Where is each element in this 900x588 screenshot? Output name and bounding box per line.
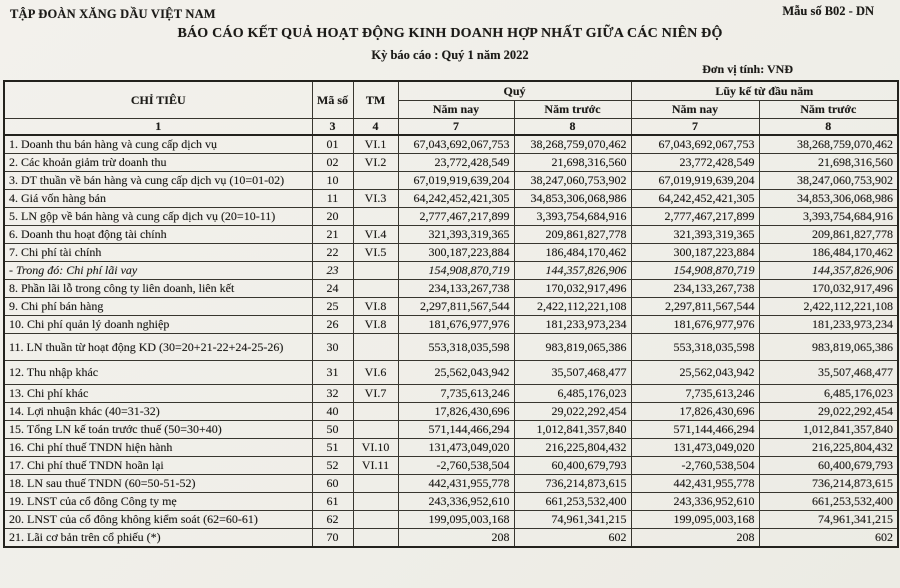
row-code: 32	[312, 385, 353, 403]
row-label: 9. Chi phí bán hàng	[4, 298, 312, 316]
row-code: 01	[312, 135, 353, 154]
row-code: 23	[312, 262, 353, 280]
table-row	[4, 262, 898, 280]
row-label: 7. Chi phí tài chính	[4, 244, 312, 262]
currency-unit-label: Đơn vị tính: VNĐ	[702, 62, 793, 76]
cell-ytd-prior: 29,022,292,454	[759, 403, 898, 421]
report-title: BÁO CÁO KẾT QUẢ HOẠT ĐỘNG KINH DOANH HỢP NHẤT GIỮA CÁC NIÊN ĐỘ	[177, 26, 723, 41]
row-label: 8. Phần lãi lỗ trong công ty liên doanh, liên kết	[4, 280, 312, 298]
cell-quarter-prior: 6,485,176,023	[514, 385, 631, 403]
row-note-ref	[353, 280, 398, 298]
row-note-ref: VI.7	[353, 385, 398, 403]
row-note-ref	[353, 208, 398, 226]
cell-quarter-current: 199,095,003,168	[398, 511, 514, 529]
row-note-ref: VI.1	[353, 135, 398, 154]
cell-ytd-prior: 21,698,316,560	[759, 154, 898, 172]
cell-quarter-prior: 216,225,804,432	[514, 439, 631, 457]
row-code: 51	[312, 439, 353, 457]
form-number: Mẫu số B02 - DN	[782, 4, 874, 18]
cell-ytd-current: 442,431,955,778	[631, 475, 759, 493]
cell-quarter-current: 154,908,870,719	[398, 262, 514, 280]
cell-ytd-current: 17,826,430,696	[631, 403, 759, 421]
income-statement-table	[3, 80, 899, 548]
col-number: 8	[514, 119, 631, 136]
row-code: 24	[312, 280, 353, 298]
cell-ytd-current: 199,095,003,168	[631, 511, 759, 529]
cell-quarter-prior: 1,012,841,357,840	[514, 421, 631, 439]
cell-ytd-prior: 144,357,826,906	[759, 262, 898, 280]
row-code: 22	[312, 244, 353, 262]
header-ytd-group: Lũy kế từ đầu năm	[631, 81, 898, 101]
cell-quarter-current: 2,777,467,217,899	[398, 208, 514, 226]
col-number: 1	[4, 119, 312, 136]
header-quarter-prior: Năm trước	[514, 101, 631, 119]
cell-quarter-current: 64,242,452,421,305	[398, 190, 514, 208]
row-note-ref: VI.2	[353, 154, 398, 172]
row-label: - Trong đó: Chi phí lãi vay	[4, 262, 312, 280]
table-row	[4, 403, 898, 421]
table-row	[4, 439, 898, 457]
row-code: 10	[312, 172, 353, 190]
row-note-ref	[353, 421, 398, 439]
table-row	[4, 190, 898, 208]
cell-ytd-current: 208	[631, 529, 759, 548]
table-row	[4, 334, 898, 361]
table-row	[4, 316, 898, 334]
col-number: 4	[353, 119, 398, 136]
cell-ytd-prior: 983,819,065,386	[759, 334, 898, 361]
cell-ytd-current: 2,297,811,567,544	[631, 298, 759, 316]
cell-ytd-current: 154,908,870,719	[631, 262, 759, 280]
row-label: 6. Doanh thu hoạt động tài chính	[4, 226, 312, 244]
header-ytd-prior: Năm trước	[759, 101, 898, 119]
cell-ytd-prior: 38,268,759,070,462	[759, 135, 898, 154]
row-label: 20. LNST của cổ đông không kiểm soát (62=60-61)	[4, 511, 312, 529]
cell-quarter-prior: 983,819,065,386	[514, 334, 631, 361]
col-number: 7	[398, 119, 514, 136]
row-code: 26	[312, 316, 353, 334]
cell-quarter-current: -2,760,538,504	[398, 457, 514, 475]
row-label: 12. Thu nhập khác	[4, 361, 312, 385]
cell-quarter-current: 571,144,466,294	[398, 421, 514, 439]
header-ma-so: Mã số	[312, 81, 353, 119]
header-tm: TM	[353, 81, 398, 119]
cell-quarter-prior: 29,022,292,454	[514, 403, 631, 421]
cell-ytd-current: 553,318,035,598	[631, 334, 759, 361]
header-chi-tieu: CHỈ TIÊU	[4, 81, 312, 119]
header-row-numbering	[4, 119, 898, 136]
table-row	[4, 493, 898, 511]
table-row	[4, 421, 898, 439]
row-label: 5. LN gộp về bán hàng và cung cấp dịch vụ (20=10-11)	[4, 208, 312, 226]
cell-ytd-prior: 74,961,341,215	[759, 511, 898, 529]
row-note-ref	[353, 172, 398, 190]
row-note-ref: VI.10	[353, 439, 398, 457]
cell-quarter-prior: 186,484,170,462	[514, 244, 631, 262]
cell-ytd-prior: 60,400,679,793	[759, 457, 898, 475]
cell-ytd-current: 131,473,049,020	[631, 439, 759, 457]
cell-ytd-current: 7,735,613,246	[631, 385, 759, 403]
cell-quarter-prior: 736,214,873,615	[514, 475, 631, 493]
cell-quarter-prior: 60,400,679,793	[514, 457, 631, 475]
cell-ytd-prior: 181,233,973,234	[759, 316, 898, 334]
cell-quarter-current: 23,772,428,549	[398, 154, 514, 172]
cell-ytd-current: 181,676,977,976	[631, 316, 759, 334]
row-note-ref: VI.5	[353, 244, 398, 262]
cell-ytd-current: 67,043,692,067,753	[631, 135, 759, 154]
cell-ytd-current: 25,562,043,942	[631, 361, 759, 385]
row-note-ref: VI.11	[353, 457, 398, 475]
cell-quarter-current: 300,187,223,884	[398, 244, 514, 262]
table-row	[4, 135, 898, 154]
table-row	[4, 154, 898, 172]
cell-quarter-prior: 144,357,826,906	[514, 262, 631, 280]
cell-quarter-current: 234,133,267,738	[398, 280, 514, 298]
cell-quarter-current: 131,473,049,020	[398, 439, 514, 457]
table-row	[4, 511, 898, 529]
cell-quarter-prior: 38,247,060,753,902	[514, 172, 631, 190]
report-period: Kỳ báo cáo : Quý 1 năm 2022	[371, 48, 529, 62]
cell-quarter-prior: 34,853,306,068,986	[514, 190, 631, 208]
cell-quarter-current: 321,393,319,365	[398, 226, 514, 244]
row-code: 52	[312, 457, 353, 475]
row-note-ref: VI.4	[353, 226, 398, 244]
cell-quarter-current: 553,318,035,598	[398, 334, 514, 361]
table-row	[4, 208, 898, 226]
cell-ytd-prior: 34,853,306,068,986	[759, 190, 898, 208]
row-note-ref	[353, 511, 398, 529]
col-number: 7	[631, 119, 759, 136]
cell-ytd-prior: 661,253,532,400	[759, 493, 898, 511]
row-code: 11	[312, 190, 353, 208]
row-code: 30	[312, 334, 353, 361]
cell-quarter-current: 17,826,430,696	[398, 403, 514, 421]
row-code: 40	[312, 403, 353, 421]
cell-ytd-current: 2,777,467,217,899	[631, 208, 759, 226]
cell-ytd-prior: 602	[759, 529, 898, 548]
cell-ytd-prior: 2,422,112,221,108	[759, 298, 898, 316]
row-code: 25	[312, 298, 353, 316]
table-row	[4, 457, 898, 475]
row-code: 50	[312, 421, 353, 439]
cell-ytd-current: 300,187,223,884	[631, 244, 759, 262]
cell-ytd-current: 23,772,428,549	[631, 154, 759, 172]
row-label: 13. Chi phí khác	[4, 385, 312, 403]
cell-ytd-current: 243,336,952,610	[631, 493, 759, 511]
row-code: 31	[312, 361, 353, 385]
cell-ytd-prior: 216,225,804,432	[759, 439, 898, 457]
table-row	[4, 385, 898, 403]
row-label: 18. LN sau thuế TNDN (60=50-51-52)	[4, 475, 312, 493]
row-label: 3. DT thuần về bán hàng và cung cấp dịch vụ (10=01-02)	[4, 172, 312, 190]
row-note-ref: VI.6	[353, 361, 398, 385]
cell-quarter-prior: 661,253,532,400	[514, 493, 631, 511]
row-label: 1. Doanh thu bán hàng và cung cấp dịch vụ	[4, 135, 312, 154]
row-note-ref: VI.3	[353, 190, 398, 208]
table-row	[4, 361, 898, 385]
cell-quarter-prior: 74,961,341,215	[514, 511, 631, 529]
table-row	[4, 226, 898, 244]
header-row-group	[4, 81, 898, 101]
cell-quarter-current: 243,336,952,610	[398, 493, 514, 511]
cell-ytd-prior: 6,485,176,023	[759, 385, 898, 403]
cell-ytd-prior: 38,247,060,753,902	[759, 172, 898, 190]
row-note-ref	[353, 334, 398, 361]
cell-ytd-current: -2,760,538,504	[631, 457, 759, 475]
cell-ytd-prior: 186,484,170,462	[759, 244, 898, 262]
report-table-body	[4, 135, 898, 547]
cell-quarter-prior: 170,032,917,496	[514, 280, 631, 298]
cell-ytd-prior: 35,507,468,477	[759, 361, 898, 385]
cell-quarter-current: 67,019,919,639,204	[398, 172, 514, 190]
table-row	[4, 475, 898, 493]
cell-quarter-prior: 209,861,827,778	[514, 226, 631, 244]
cell-quarter-current: 442,431,955,778	[398, 475, 514, 493]
cell-quarter-prior: 181,233,973,234	[514, 316, 631, 334]
row-label: 17. Chi phí thuế TNDN hoãn lại	[4, 457, 312, 475]
row-note-ref: VI.8	[353, 316, 398, 334]
cell-ytd-current: 67,019,919,639,204	[631, 172, 759, 190]
row-code: 20	[312, 208, 353, 226]
cell-ytd-prior: 209,861,827,778	[759, 226, 898, 244]
row-note-ref	[353, 475, 398, 493]
cell-ytd-prior: 736,214,873,615	[759, 475, 898, 493]
row-label: 15. Tổng LN kế toán trước thuế (50=30+40)	[4, 421, 312, 439]
cell-ytd-prior: 3,393,754,684,916	[759, 208, 898, 226]
table-row	[4, 244, 898, 262]
row-code: 02	[312, 154, 353, 172]
cell-quarter-current: 67,043,692,067,753	[398, 135, 514, 154]
row-code: 21	[312, 226, 353, 244]
row-label: 2. Các khoản giảm trừ doanh thu	[4, 154, 312, 172]
cell-quarter-prior: 602	[514, 529, 631, 548]
cell-ytd-current: 321,393,319,365	[631, 226, 759, 244]
row-label: 14. Lợi nhuận khác (40=31-32)	[4, 403, 312, 421]
table-row	[4, 529, 898, 548]
table-row	[4, 280, 898, 298]
row-label: 10. Chi phí quản lý doanh nghiệp	[4, 316, 312, 334]
row-code: 70	[312, 529, 353, 548]
cell-quarter-current: 7,735,613,246	[398, 385, 514, 403]
cell-quarter-prior: 2,422,112,221,108	[514, 298, 631, 316]
row-code: 60	[312, 475, 353, 493]
col-number: 3	[312, 119, 353, 136]
row-label: 21. Lãi cơ bản trên cổ phiếu (*)	[4, 529, 312, 548]
cell-ytd-prior: 1,012,841,357,840	[759, 421, 898, 439]
row-label: 11. LN thuần từ hoạt động KD (30=20+21-22+24-25-26)	[4, 334, 312, 361]
row-note-ref	[353, 403, 398, 421]
cell-ytd-prior: 170,032,917,496	[759, 280, 898, 298]
cell-quarter-prior: 3,393,754,684,916	[514, 208, 631, 226]
row-label: 4. Giá vốn hàng bán	[4, 190, 312, 208]
company-name: TẬP ĐOÀN XĂNG DẦU VIỆT NAM	[10, 7, 216, 21]
row-label: 19. LNST của cổ đông Công ty mẹ	[4, 493, 312, 511]
cell-quarter-prior: 38,268,759,070,462	[514, 135, 631, 154]
cell-quarter-prior: 35,507,468,477	[514, 361, 631, 385]
header-quarter-group: Quý	[398, 81, 631, 101]
cell-ytd-current: 234,133,267,738	[631, 280, 759, 298]
cell-quarter-current: 208	[398, 529, 514, 548]
row-code: 62	[312, 511, 353, 529]
cell-quarter-current: 181,676,977,976	[398, 316, 514, 334]
row-code: 61	[312, 493, 353, 511]
cell-ytd-current: 64,242,452,421,305	[631, 190, 759, 208]
row-label: 16. Chi phí thuế TNDN hiện hành	[4, 439, 312, 457]
cell-ytd-current: 571,144,466,294	[631, 421, 759, 439]
cell-quarter-current: 25,562,043,942	[398, 361, 514, 385]
row-note-ref	[353, 262, 398, 280]
row-note-ref: VI.8	[353, 298, 398, 316]
row-note-ref	[353, 529, 398, 548]
cell-quarter-prior: 21,698,316,560	[514, 154, 631, 172]
table-row	[4, 298, 898, 316]
header-quarter-current: Năm nay	[398, 101, 514, 119]
table-row	[4, 172, 898, 190]
header-ytd-current: Năm nay	[631, 101, 759, 119]
row-note-ref	[353, 493, 398, 511]
cell-quarter-current: 2,297,811,567,544	[398, 298, 514, 316]
col-number: 8	[759, 119, 898, 136]
